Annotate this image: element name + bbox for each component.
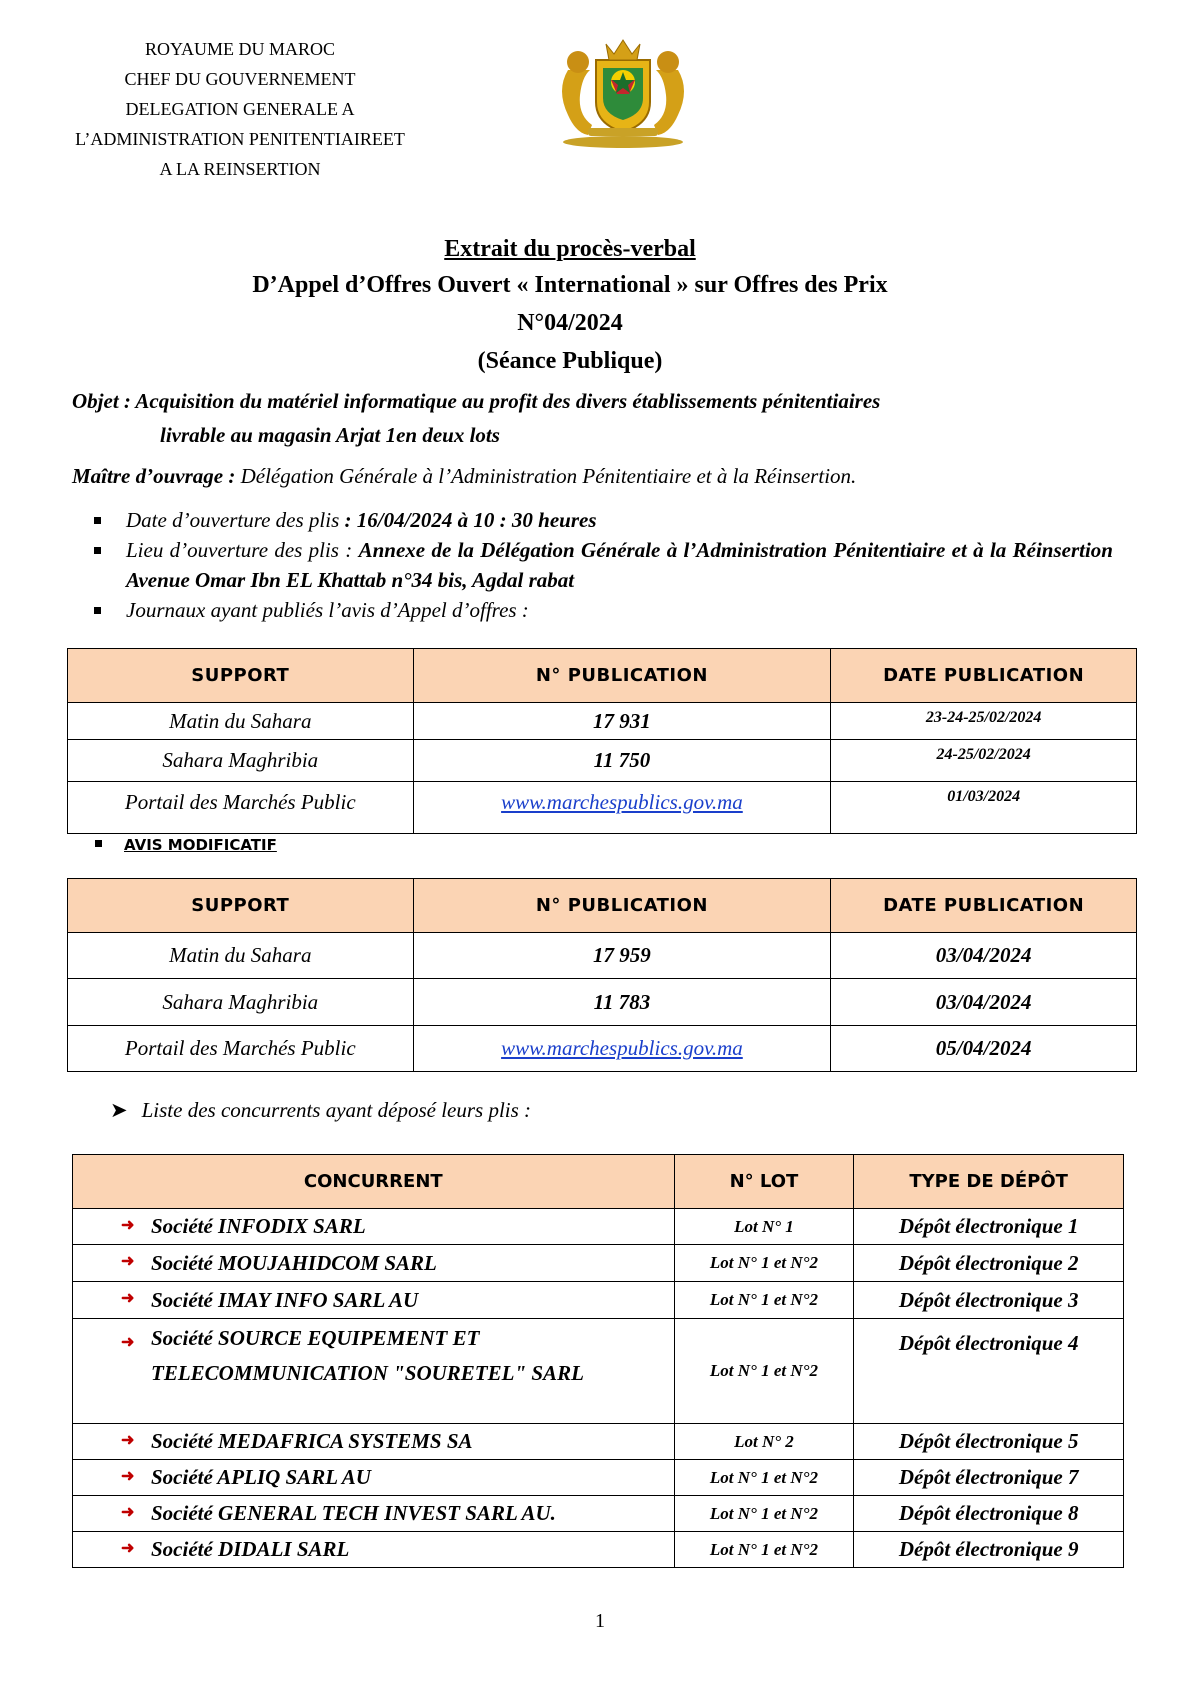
header-publication: N° PUBLICATION	[413, 649, 831, 703]
letterhead-line: ROYAUME DU MAROC	[144, 39, 336, 59]
table-row	[68, 782, 1137, 834]
modificatif-table	[67, 878, 1137, 1072]
concurrent-name: Société IMAY INFO SARL AU	[151, 1287, 419, 1312]
cell-support: Portail des Marchés Public	[68, 782, 414, 834]
avis-modificatif-label	[88, 836, 277, 854]
cell-concurrent	[73, 1282, 675, 1319]
table-header-row	[68, 879, 1137, 933]
cell-lot: Lot N° 1 et N°2	[674, 1245, 854, 1282]
avis-text: AVIS MODIFICATIF	[124, 836, 277, 854]
date-value: : 16/04/2024 à 10 : 30 heures	[344, 508, 597, 532]
cell-lot: Lot N° 1 et N°2	[674, 1460, 854, 1496]
concurrent-name: Société GENERAL TECH INVEST SARL AU.	[151, 1501, 556, 1525]
liste-concurrents-label	[110, 1098, 531, 1123]
arrow-down-icon: ➜	[121, 1540, 135, 1557]
cell-lot: Lot N° 1 et N°2	[674, 1532, 854, 1568]
title-numero: N°04/2024	[517, 310, 623, 336]
maitre-ouvrage	[72, 460, 1132, 492]
table-row	[73, 1245, 1124, 1282]
cell-concurrent	[73, 1209, 675, 1245]
cell-depot: Dépôt électronique 8	[854, 1496, 1124, 1532]
arrow-down-icon: ➜	[121, 1504, 135, 1521]
cell-concurrent	[73, 1532, 675, 1568]
table-row	[68, 979, 1137, 1026]
header-date: DATE PUBLICATION	[831, 649, 1137, 703]
bullet-lieu	[88, 535, 1113, 595]
arrow-down-icon: ➜	[121, 1432, 135, 1449]
table-row	[73, 1460, 1124, 1496]
cell-lot: Lot N° 1 et N°2	[674, 1282, 854, 1319]
marchespublics-link[interactable]: www.marchespublics.gov.ma	[413, 1026, 831, 1072]
cell-date: 24-25/02/2024	[831, 740, 1137, 782]
cell-lot: Lot N° 1	[674, 1209, 854, 1245]
cell-depot: Dépôt électronique 2	[854, 1245, 1124, 1282]
letterhead-line: DELEGATION GENERALE A	[125, 99, 355, 119]
bullet-square-icon	[95, 840, 102, 847]
liste-text: Liste des concurrents ayant déposé leurs plis :	[141, 1098, 532, 1122]
title-appel: D’Appel d’Offres Ouvert « International » sur Offres des Prix	[252, 272, 888, 298]
cell-concurrent	[73, 1496, 675, 1532]
cell-date: 05/04/2024	[831, 1026, 1137, 1072]
objet-label: Objet :	[72, 389, 131, 413]
bullet-date	[88, 505, 1113, 535]
table-header-row	[68, 649, 1137, 703]
cell-concurrent	[73, 1319, 675, 1424]
publications-table	[67, 648, 1137, 834]
cell-num: 11 783	[413, 979, 831, 1026]
cell-depot: Dépôt électronique 5	[854, 1424, 1124, 1460]
table-row	[73, 1282, 1124, 1319]
table-header-row	[73, 1155, 1124, 1209]
lieu-label: Lieu d’ouverture des plis :	[126, 538, 353, 562]
cell-concurrent	[73, 1245, 675, 1282]
arrow-down-icon: ➜	[121, 1468, 135, 1485]
date-label: Date d’ouverture des plis	[126, 508, 340, 532]
letterhead	[30, 34, 450, 184]
cell-date: 03/04/2024	[831, 979, 1137, 1026]
concurrent-name: Société MOUJAHIDCOM SARL	[151, 1250, 437, 1275]
objet-text-cont: livrable au magasin Arjat 1en deux lots	[160, 423, 500, 447]
header-lot: N° LOT	[674, 1155, 854, 1209]
cell-date: 23-24-25/02/2024	[831, 703, 1137, 740]
marchespublics-link[interactable]: www.marchespublics.gov.ma	[413, 782, 831, 834]
journaux-label: Journaux ayant publiés l’avis d’Appel d’offres :	[126, 598, 529, 622]
header-concurrent: CONCURRENT	[73, 1155, 675, 1209]
header-publication: N° PUBLICATION	[413, 879, 831, 933]
arrow-down-icon: ➜	[121, 1334, 135, 1351]
cell-lot: Lot N° 1 et N°2	[674, 1496, 854, 1532]
arrow-bullet-icon: ➤	[110, 1098, 128, 1122]
letterhead-line: A LA REINSERTION	[159, 159, 321, 179]
lieu-value: Annexe de la Délégation Générale à l’Administration Pénitentiaire et à la Réinsertion Avenue Omar Ibn EL Khattab n°34 bis, Agdal rabat	[126, 538, 1113, 592]
cell-concurrent	[73, 1460, 675, 1496]
concurrents-table	[72, 1154, 1124, 1568]
arrow-down-icon: ➜	[121, 1290, 135, 1307]
concurrent-name: Société APLIQ SARL AU	[151, 1465, 371, 1489]
info-bullets	[88, 505, 1113, 625]
cell-num: 11 750	[413, 740, 831, 782]
cell-date: 03/04/2024	[831, 933, 1137, 979]
arrow-down-icon: ➜	[121, 1217, 135, 1234]
letterhead-line: CHEF DU GOUVERNEMENT	[124, 69, 356, 89]
header-date: DATE PUBLICATION	[831, 879, 1137, 933]
concurrent-name: Société SOURCE EQUIPEMENT ET TELECOMMUNICATION "SOURETEL" SARL	[151, 1326, 584, 1385]
cell-date: 01/03/2024	[831, 782, 1137, 834]
cell-support: Sahara Maghribia	[68, 740, 414, 782]
objet-text: Acquisition du matériel informatique au profit des divers établissements pénitentiaires	[135, 389, 881, 413]
concurrent-name: Société MEDAFRICA SYSTEMS SA	[151, 1429, 473, 1453]
table-row	[68, 740, 1137, 782]
bullet-square-icon	[94, 547, 101, 554]
arrow-down-icon: ➜	[121, 1253, 135, 1270]
table-row	[68, 933, 1137, 979]
table-row	[68, 703, 1137, 740]
bullet-square-icon	[94, 607, 101, 614]
cell-support: Matin du Sahara	[68, 703, 414, 740]
header-support: SUPPORT	[68, 649, 414, 703]
concurrent-name: Société INFODIX SARL	[151, 1214, 366, 1238]
coat-of-arms-icon	[548, 30, 698, 150]
cell-support: Sahara Maghribia	[68, 979, 414, 1026]
cell-depot: Dépôt électronique 4	[854, 1319, 1124, 1424]
cell-lot: Lot N° 1 et N°2	[674, 1319, 854, 1424]
cell-num: 17 959	[413, 933, 831, 979]
cell-depot: Dépôt électronique 7	[854, 1460, 1124, 1496]
table-row	[73, 1496, 1124, 1532]
cell-depot: Dépôt électronique 3	[854, 1282, 1124, 1319]
cell-support: Portail des Marchés Public	[68, 1026, 414, 1072]
concurrent-name: Société DIDALI SARL	[151, 1537, 350, 1561]
header-depot: TYPE DE DÉPÔT	[854, 1155, 1124, 1209]
maitre-label: Maître d’ouvrage :	[72, 464, 236, 488]
title-seance: (Séance Publique)	[477, 348, 663, 374]
bullet-square-icon	[94, 517, 101, 524]
document-title	[0, 232, 1140, 380]
table-row	[73, 1209, 1124, 1245]
table-row	[68, 1026, 1137, 1072]
cell-concurrent	[73, 1424, 675, 1460]
cell-lot: Lot N° 2	[674, 1424, 854, 1460]
table-row	[73, 1532, 1124, 1568]
table-row	[73, 1319, 1124, 1424]
cell-depot: Dépôt électronique 1	[854, 1209, 1124, 1245]
title-extrait: Extrait du procès-verbal	[444, 236, 696, 262]
cell-depot: Dépôt électronique 9	[854, 1532, 1124, 1568]
header-support: SUPPORT	[68, 879, 414, 933]
cell-support: Matin du Sahara	[68, 933, 414, 979]
objet-section	[72, 384, 1127, 452]
cell-num: 17 931	[413, 703, 831, 740]
maitre-text: Délégation Générale à l’Administration Pénitentiaire et à la Réinsertion.	[240, 464, 857, 488]
letterhead-line: L’ADMINISTRATION PENITENTIAIREET	[75, 129, 405, 149]
page-number: 1	[595, 1610, 605, 1632]
bullet-journaux	[88, 595, 1113, 625]
table-row	[73, 1424, 1124, 1460]
